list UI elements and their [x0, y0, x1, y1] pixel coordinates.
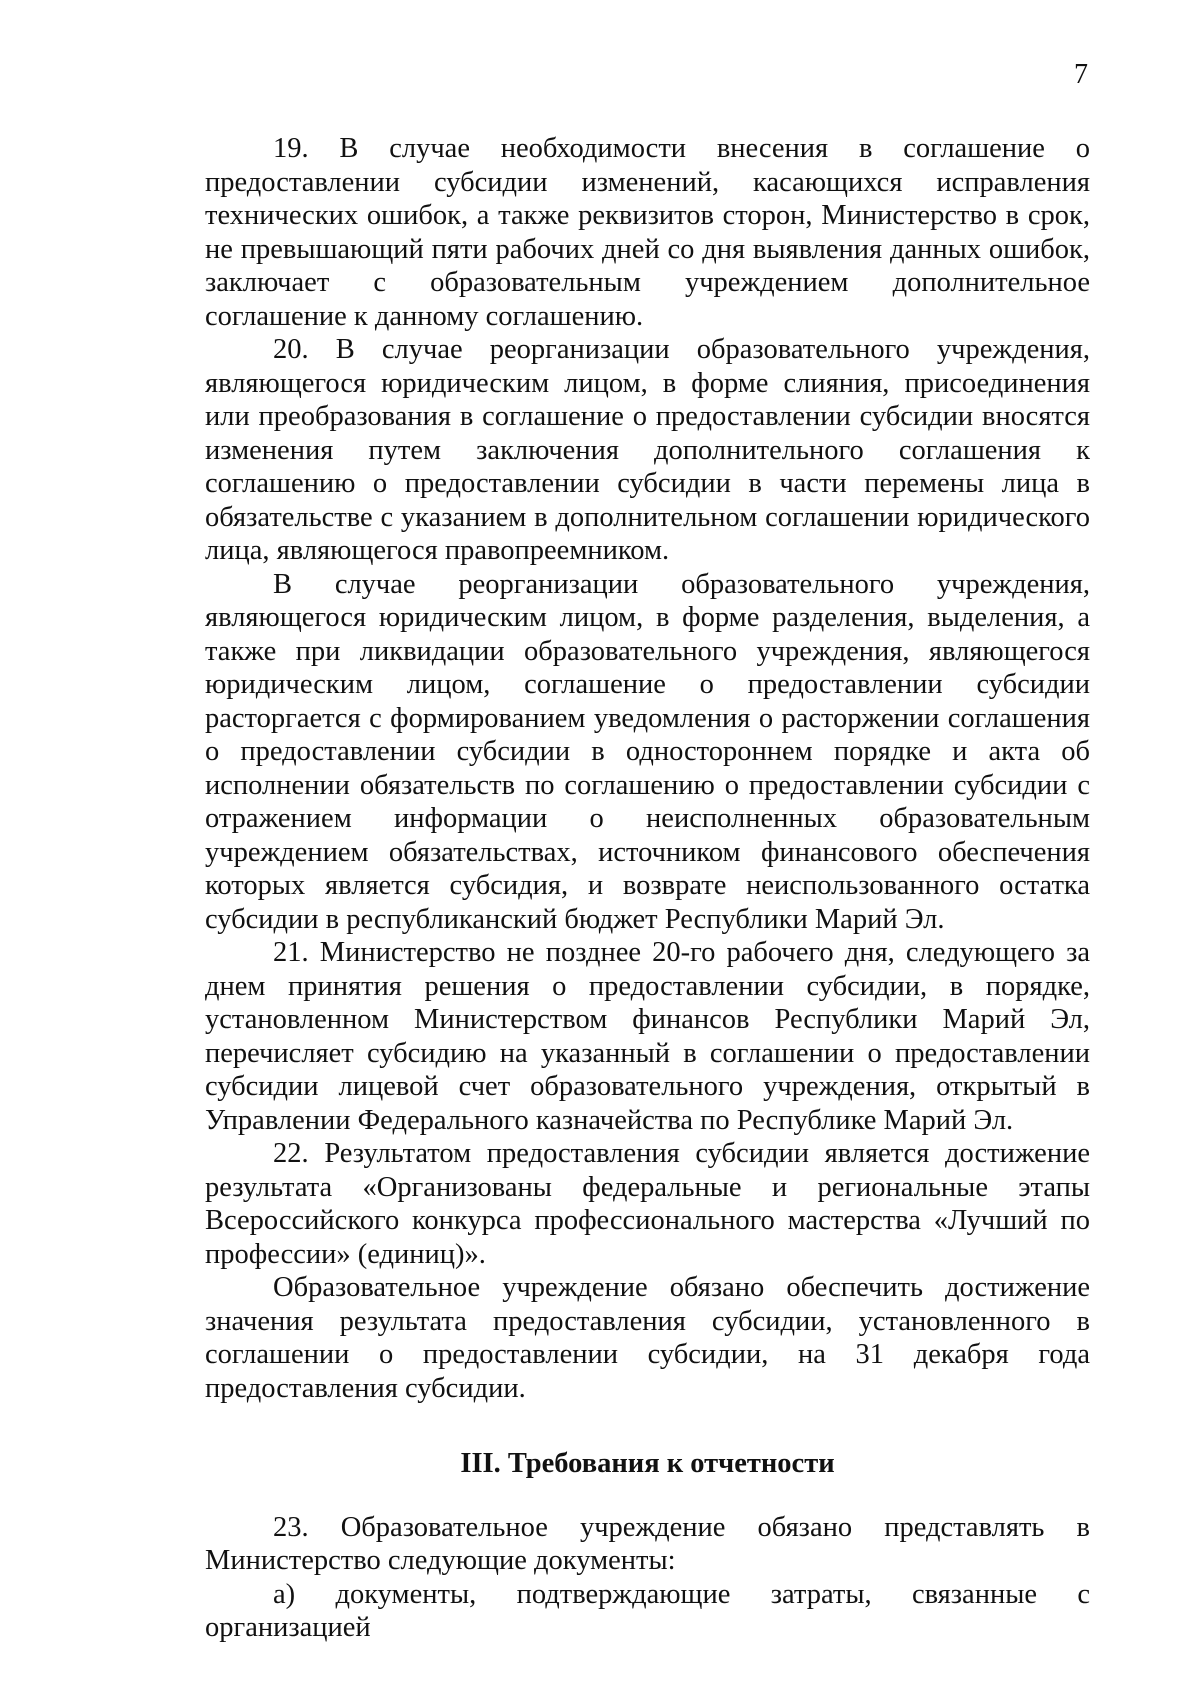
- paragraph-23-a: а) документы, подтверждающие затраты, связанные с организацией: [205, 1578, 1090, 1643]
- section-heading: III. Требования к отчетности: [460, 1448, 835, 1479]
- paragraph-21: 21. Министерство не позднее 20-го рабочего дня, следующего за днем принятия решения о предоставлении субсидии, в порядке, установленном Министерством финансов Республики Марий Эл, перечисляет субсидию на указанный в соглашении о предоставлении субсидии лицевой счет образовательного учреждения, открытый в Управлении Федерального казначейства по Республике Марий Эл.: [205, 937, 1090, 1136]
- paragraph-20-reorganization: В случае реорганизации образовательного учреждения, являющегося юридическим лицом, в форме разделения, выделения, а также при ликвидации образовательного учреждения, являющегося юридическим лицом, соглашение о предоставлении субсидии расторгается с формированием уведомления о расторжении соглашения о предоставлении субсидии в одностороннем порядке и акта об исполнении обязательств по соглашению о предоставлении субсидии с отражением информации о неисполненных образовательным учреждением обязательствах, источником финансового обеспечения которых является субсидия, и возврате неиспользованного остатка субсидии в республиканский бюджет Республики Марий Эл.: [205, 568, 1090, 935]
- paragraph-22: 22. Результатом предоставления субсидии является достижение результата «Организованы федеральные и региональные этапы Всероссийского конкурса профессионального мастерства «Лучший по профессии» (единиц)».: [205, 1138, 1090, 1270]
- paragraph-22-obligation: Образовательное учреждение обязано обеспечить достижение значения результата предоставления субсидии, установленного в соглашении о предоставлении субсидии, на 31 декабря года предоставления субсидии.: [205, 1272, 1090, 1404]
- paragraph-19: 19. В случае необходимости внесения в соглашение о предоставлении субсидии изменений, касающихся исправления технических ошибок, а также реквизитов сторон, Министерство в срок, не превышающий пяти рабочих дней со дня выявления данных ошибок, заключает с образовательным учреждением дополнительное соглашение к данному соглашению.: [205, 133, 1090, 332]
- document-body: [205, 132, 1090, 1645]
- paragraph-20: 20. В случае реорганизации образовательного учреждения, являющегося юридическим лицом, в форме слияния, присоединения или преобразования в соглашение о предоставлении субсидии вносятся изменения путем заключения дополнительного соглашения к соглашению о предоставлении субсидии в части перемены лица в обязательстве с указанием в дополнительном соглашении юридического лица, являющегося правопреемником.: [205, 334, 1090, 566]
- page-number: 7: [1074, 59, 1088, 90]
- paragraph-23: 23. Образовательное учреждение обязано представлять в Министерство следующие документы:: [205, 1511, 1090, 1576]
